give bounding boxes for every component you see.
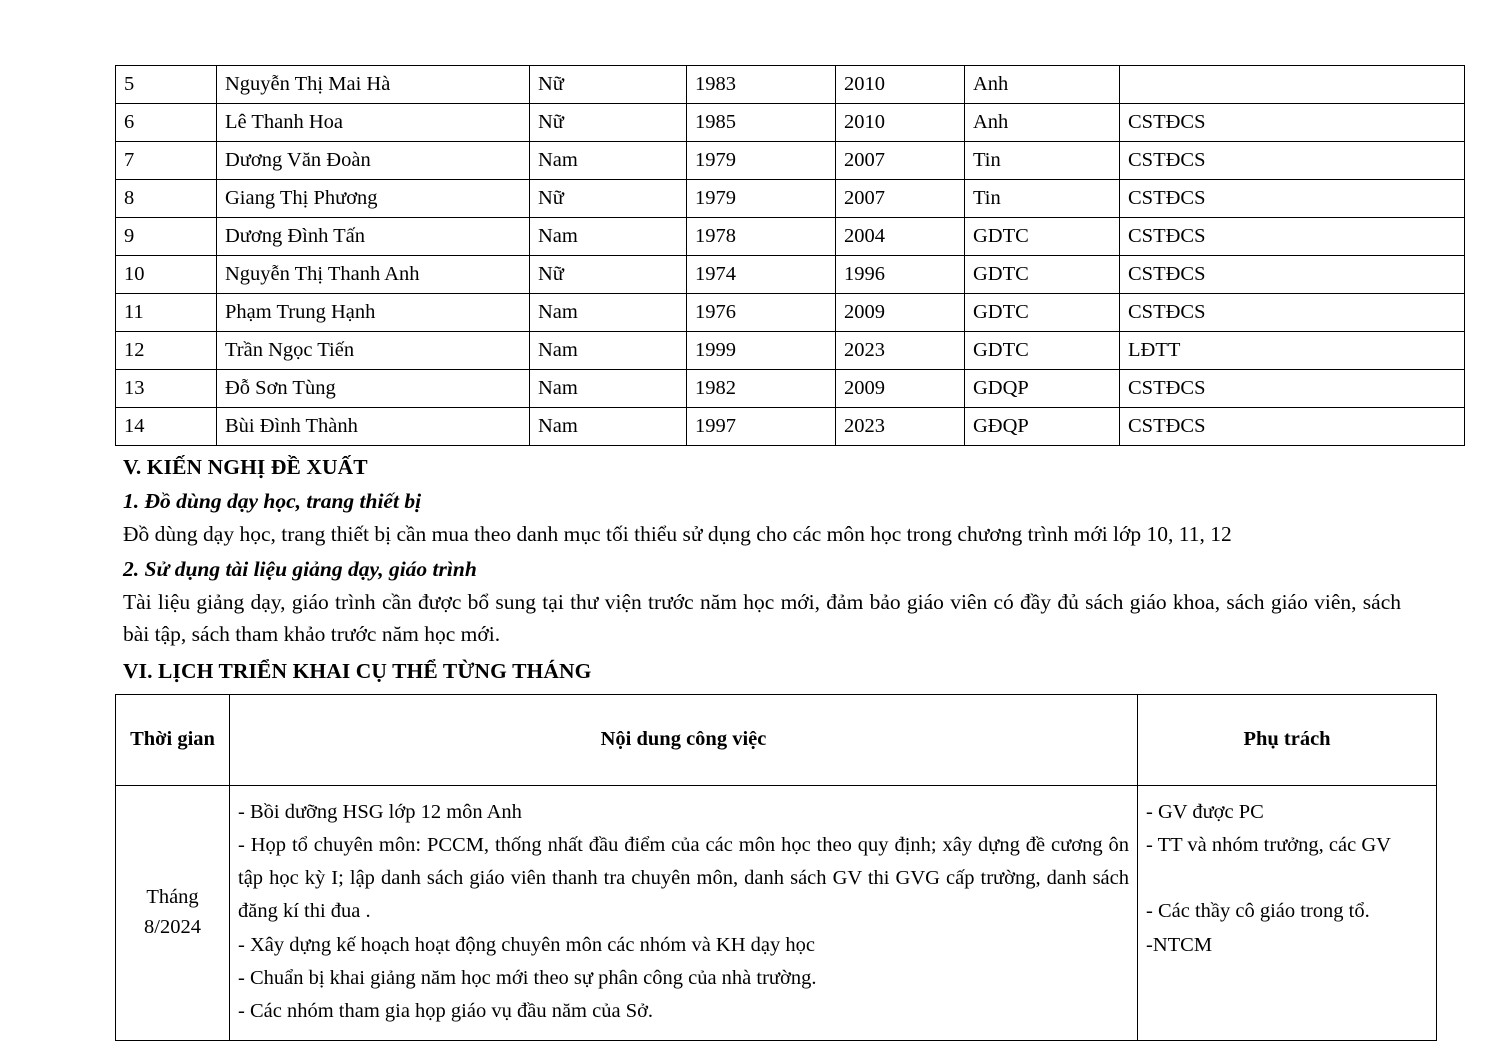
owner-line-spacer [1146, 862, 1428, 895]
document-content [115, 65, 1401, 1041]
cell-born: 1999 [687, 332, 836, 370]
owner-line: - Các thầy cô giáo trong tổ. [1146, 900, 1370, 923]
table-row [116, 218, 1465, 256]
cell-subject: GDTC [965, 256, 1120, 294]
cell-born: 1978 [687, 218, 836, 256]
staff-table [115, 65, 1465, 446]
cell-year: 2009 [836, 294, 965, 332]
section-v-heading: V. KIẾN NGHỊ ĐỀ XUẤT [123, 455, 368, 479]
cell-subject: GDTC [965, 332, 1120, 370]
cell-year: 2023 [836, 408, 965, 446]
cell-sex: Nữ [530, 66, 687, 104]
section-v-sub1-heading: 1. Đồ dùng dạy học, trang thiết bị [123, 488, 422, 513]
cell-stt: 7 [116, 142, 217, 180]
staff-table-body [116, 66, 1465, 446]
cell-sex: Nữ [530, 104, 687, 142]
cell-note: CSTĐCS [1120, 408, 1465, 446]
cell-note: CSTĐCS [1120, 294, 1465, 332]
section-v-sub2-text: Tài liệu giảng dạy, giáo trình cần được bổ sung tại thư viện trước năm học mới, đảm bảo giáo viên có đầy đủ sách giáo khoa, sách giáo viên, sách bài tập, sách tham khảo trước năm học mới. [123, 590, 1401, 646]
table-row [116, 370, 1465, 408]
cell-stt: 8 [116, 180, 217, 218]
cell-stt: 12 [116, 332, 217, 370]
cell-name: Nguyễn Thị Mai Hà [217, 66, 530, 104]
section-v-sub1-text: Đồ dùng dạy học, trang thiết bị cần mua theo danh mục tối thiểu sử dụng cho các môn học trong chương trình mới lớp 10, 11, 12 [123, 522, 1232, 547]
cell-name: Trần Ngọc Tiến [217, 332, 530, 370]
cell-sex: Nam [530, 294, 687, 332]
cell-sex: Nam [530, 218, 687, 256]
cell-subject: GDTC [965, 294, 1120, 332]
table-row [116, 294, 1465, 332]
cell-name: Nguyễn Thị Thanh Anh [217, 256, 530, 294]
table-row [116, 180, 1465, 218]
cell-thoi-gian: Tháng 8/2024 [116, 785, 230, 1040]
cell-name: Bùi Đình Thành [217, 408, 530, 446]
cell-note: CSTĐCS [1120, 104, 1465, 142]
cell-year: 2004 [836, 218, 965, 256]
cell-sex: Nam [530, 142, 687, 180]
cell-name: Đỗ Sơn Tùng [217, 370, 530, 408]
cell-subject: GĐQP [965, 408, 1120, 446]
cell-sex: Nam [530, 408, 687, 446]
cell-stt: 14 [116, 408, 217, 446]
cell-note: CSTĐCS [1120, 142, 1465, 180]
cell-year: 2010 [836, 104, 965, 142]
cell-sex: Nữ [530, 256, 687, 294]
owner-line: -NTCM [1146, 933, 1213, 956]
table-row [116, 142, 1465, 180]
cell-born: 1979 [687, 180, 836, 218]
cell-stt: 6 [116, 104, 217, 142]
cell-name: Phạm Trung Hạnh [217, 294, 530, 332]
cell-sex: Nam [530, 332, 687, 370]
cell-born: 1985 [687, 104, 836, 142]
cell-stt: 11 [116, 294, 217, 332]
cell-subject: Tin [965, 180, 1120, 218]
header-noi-dung: Nội dung công việc [230, 694, 1138, 785]
content-line: - Các nhóm tham gia họp giáo vụ đầu năm của Sở. [238, 1000, 654, 1023]
header-thoi-gian: Thời gian [116, 694, 230, 785]
schedule-table-body [116, 785, 1437, 1040]
cell-noi-dung [230, 785, 1138, 1040]
table-row [116, 332, 1465, 370]
cell-born: 1976 [687, 294, 836, 332]
owner-line: - GV được PC [1146, 800, 1264, 823]
cell-born: 1983 [687, 66, 836, 104]
cell-stt: 9 [116, 218, 217, 256]
cell-note: LĐTT [1120, 332, 1465, 370]
table-row [116, 256, 1465, 294]
schedule-table-head [116, 694, 1437, 785]
cell-name: Lê Thanh Hoa [217, 104, 530, 142]
cell-name: Dương Đình Tấn [217, 218, 530, 256]
cell-subject: Anh [965, 66, 1120, 104]
table-row [116, 104, 1465, 142]
cell-subject: Tin [965, 142, 1120, 180]
cell-name: Dương Văn Đoàn [217, 142, 530, 180]
header-phu-trach: Phụ trách [1138, 694, 1437, 785]
cell-note [1120, 66, 1465, 104]
cell-born: 1997 [687, 408, 836, 446]
content-line: - Họp tổ chuyên môn: PCCM, thống nhất đầu điểm của các môn học theo quy định; xây dựng đề cương ôn tập học kỳ I; lập danh sách giáo viên thanh tra chuyên môn, danh sách GV thi GVG cấp trường, danh sách đăng kí thi đua . [238, 834, 1129, 923]
content-line: - Bồi dưỡng HSG lớp 12 môn Anh [238, 800, 522, 823]
cell-year: 2007 [836, 142, 965, 180]
cell-stt: 5 [116, 66, 217, 104]
cell-subject: Anh [965, 104, 1120, 142]
owner-line: - TT và nhóm trưởng, các GV [1146, 834, 1391, 857]
cell-subject: GDQP [965, 370, 1120, 408]
section-v-sub2-heading: 2. Sử dụng tài liệu giảng dạy, giáo trình [123, 556, 477, 581]
table-header-row [116, 694, 1437, 785]
cell-year: 2009 [836, 370, 965, 408]
cell-stt: 13 [116, 370, 217, 408]
table-row [116, 785, 1437, 1040]
section-vi-heading: VI. LỊCH TRIỂN KHAI CỤ THỂ TỪNG THÁNG [123, 659, 592, 684]
cell-year: 2010 [836, 66, 965, 104]
cell-subject: GDTC [965, 218, 1120, 256]
cell-note: CSTĐCS [1120, 370, 1465, 408]
cell-sex: Nam [530, 370, 687, 408]
cell-note: CSTĐCS [1120, 256, 1465, 294]
cell-note: CSTĐCS [1120, 218, 1465, 256]
cell-sex: Nữ [530, 180, 687, 218]
content-line: - Xây dựng kế hoạch hoạt động chuyên môn các nhóm và KH dạy học [238, 933, 815, 956]
cell-born: 1982 [687, 370, 836, 408]
cell-year: 2023 [836, 332, 965, 370]
schedule-table [115, 694, 1437, 1041]
table-row [116, 66, 1465, 104]
table-row [116, 408, 1465, 446]
cell-year: 2007 [836, 180, 965, 218]
content-line: - Chuẩn bị khai giảng năm học mới theo sự phân công của nhà trường. [238, 966, 817, 989]
cell-stt: 10 [116, 256, 217, 294]
cell-year: 1996 [836, 256, 965, 294]
cell-phu-trach [1138, 785, 1437, 1040]
cell-born: 1979 [687, 142, 836, 180]
cell-name: Giang Thị Phương [217, 180, 530, 218]
cell-born: 1974 [687, 256, 836, 294]
cell-note: CSTĐCS [1120, 180, 1465, 218]
